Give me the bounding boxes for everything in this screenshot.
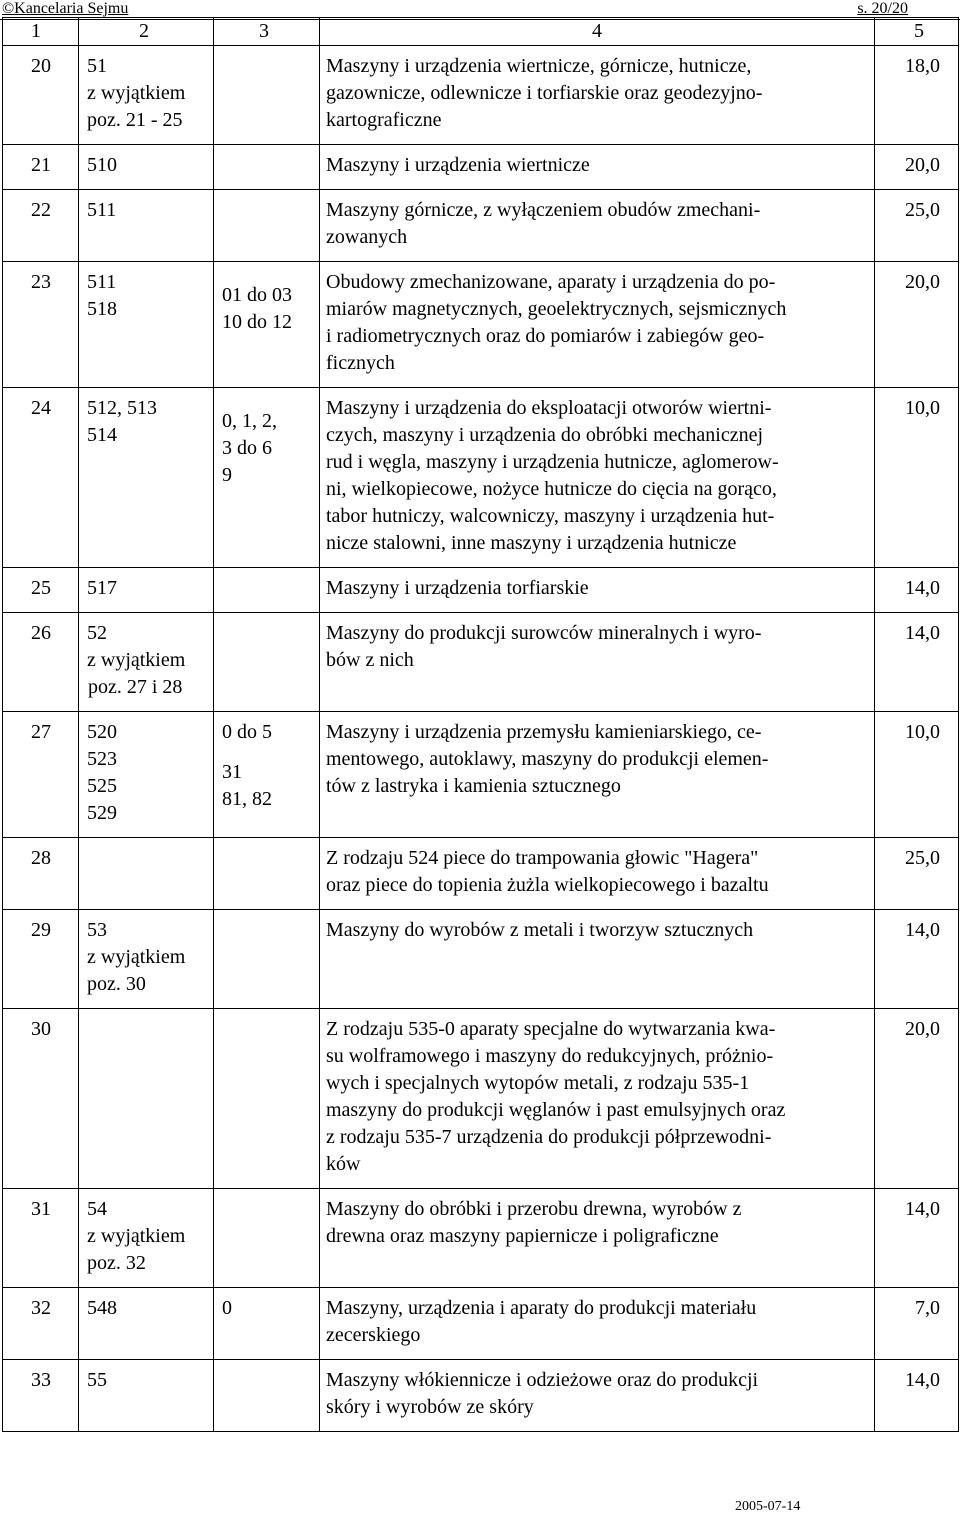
description-line: Z rodzaju 535-0 aparaty specjalne do wytwarzania kwa- (326, 1018, 776, 1040)
row-subgroup-code (214, 712, 320, 838)
row-subgroup-code (214, 46, 320, 145)
code-line: poz. 30 (87, 973, 146, 995)
spacer (222, 395, 319, 408)
row-position: 24 (3, 388, 79, 568)
subcode-line: 81, 82 (222, 788, 272, 810)
description-line: Maszyny, urządzenia i aparaty do produkcji materiału (326, 1297, 757, 1319)
page-number-link[interactable]: s. 20/20 (857, 0, 908, 17)
row-subgroup-code (214, 568, 320, 613)
row-position: 23 (3, 262, 79, 388)
description-line: gazownicze, odlewnicze i torfiarskie oraz geodezyjno- (326, 82, 763, 104)
code-line: 514 (87, 424, 117, 446)
row-group-code (79, 1009, 214, 1189)
row-description (320, 613, 875, 712)
row-position: 27 (3, 712, 79, 838)
code-line: 51 (87, 55, 107, 77)
description-line: bów z nich (326, 649, 414, 671)
row-position: 28 (3, 838, 79, 910)
spacer (222, 269, 319, 282)
copyright-link[interactable]: ©Kancelaria Sejmu (2, 0, 129, 17)
description-line: nicze stalowni, inne maszyny i urządzenia hutnicze (326, 532, 737, 554)
description-line: ków (326, 1153, 361, 1175)
table-header-row (3, 18, 959, 46)
code-line: z wyjątkiem (87, 649, 186, 671)
description-line: Obudowy zmechanizowane, aparaty i urządzenia do po- (326, 271, 776, 293)
table-row (3, 1288, 959, 1360)
table-row (3, 613, 959, 712)
description-line: miarów magnetycznych, geoelektrycznych, sejsmicznych (326, 298, 787, 320)
code-line: z wyjątkiem (87, 1225, 186, 1247)
row-group-code (79, 388, 214, 568)
row-position: 22 (3, 190, 79, 262)
table-row (3, 568, 959, 613)
row-rate: 7,0 (875, 1288, 959, 1360)
description-line: zecerskiego (326, 1324, 421, 1346)
description-line: tów z lastryka i kamienia sztucznego (326, 775, 621, 797)
row-subgroup-code (214, 910, 320, 1009)
row-description (320, 712, 875, 838)
table-row (3, 910, 959, 1009)
table-row (3, 838, 959, 910)
row-rate: 14,0 (875, 613, 959, 712)
row-subgroup-code (214, 145, 320, 190)
description-line: Maszyny do produkcji surowców mineralnych i wyro- (326, 622, 762, 644)
row-subgroup-code (214, 1288, 320, 1360)
row-description (320, 145, 875, 190)
code-line: 525 (87, 775, 117, 797)
row-subgroup-code (214, 190, 320, 262)
description-line: Maszyny włókiennicze i odzieżowe oraz do produkcji (326, 1369, 759, 1391)
table-row (3, 1189, 959, 1288)
column-header-2: 2 (79, 18, 214, 46)
row-subgroup-code (214, 1009, 320, 1189)
code-line: poz. 21 - 25 (87, 109, 183, 131)
row-description (320, 46, 875, 145)
code-line: 517 (87, 577, 117, 599)
description-line: kartograficzne (326, 109, 442, 131)
row-group-code (79, 46, 214, 145)
code-line: 54 (87, 1198, 107, 1220)
code-line: 511 (87, 199, 117, 221)
description-line: Z rodzaju 524 piece do trampowania głowic "Hagera" (326, 847, 759, 869)
code-line: 55 (87, 1369, 107, 1391)
row-description (320, 838, 875, 910)
row-group-code (79, 1360, 214, 1432)
row-position: 31 (3, 1189, 79, 1288)
row-rate: 14,0 (875, 1189, 959, 1288)
row-position: 21 (3, 145, 79, 190)
row-description (320, 262, 875, 388)
row-description (320, 910, 875, 1009)
code-line: poz. 27 i 28 (88, 676, 183, 698)
row-subgroup-code (214, 1360, 320, 1432)
row-group-code (79, 910, 214, 1009)
row-position: 20 (3, 46, 79, 145)
row-rate: 10,0 (875, 712, 959, 838)
code-line: 529 (87, 802, 117, 824)
row-subgroup-code (214, 613, 320, 712)
description-line: wych i specjalnych wytopów metali, z rodzaju 535-1 (326, 1072, 750, 1094)
description-line: Maszyny i urządzenia torfiarskie (326, 577, 589, 599)
row-group-code (79, 145, 214, 190)
description-line: Maszyny do obróbki i przerobu drewna, wyrobów z (326, 1198, 742, 1220)
column-header-5: 5 (875, 18, 959, 46)
column-header-3: 3 (214, 18, 320, 46)
row-subgroup-code (214, 838, 320, 910)
row-group-code (79, 190, 214, 262)
description-line: maszyny do produkcji węglanów i past emulsyjnych oraz (326, 1099, 786, 1121)
table-row (3, 712, 959, 838)
row-position: 32 (3, 1288, 79, 1360)
description-line: mentowego, autoklawy, maszyny do produkcji elemen- (326, 748, 769, 770)
description-line: i radiometrycznych oraz do pomiarów i zabiegów geo- (326, 325, 765, 347)
document-date: 2005-07-14 (735, 1499, 801, 1514)
code-line: poz. 32 (87, 1252, 146, 1274)
table-row (3, 1360, 959, 1432)
row-rate: 10,0 (875, 388, 959, 568)
row-rate: 18,0 (875, 46, 959, 145)
row-group-code (79, 712, 214, 838)
row-description (320, 190, 875, 262)
table-row (3, 190, 959, 262)
code-line: 518 (87, 298, 117, 320)
row-description (320, 1189, 875, 1288)
subcode-line: 9 (222, 464, 232, 486)
row-group-code (79, 838, 214, 910)
row-group-code (79, 613, 214, 712)
row-subgroup-code (214, 388, 320, 568)
description-line: Maszyny górnicze, z wyłączeniem obudów zmechani- (326, 199, 761, 221)
row-description (320, 388, 875, 568)
row-rate: 14,0 (875, 1360, 959, 1432)
code-line: 548 (87, 1297, 117, 1319)
row-position: 26 (3, 613, 79, 712)
subcode-line: 3 do 6 (222, 437, 272, 459)
code-line: z wyjątkiem (87, 946, 186, 968)
row-rate: 20,0 (875, 145, 959, 190)
subcode-line: 10 do 12 (222, 311, 292, 333)
code-line: 53 (87, 919, 107, 941)
row-position: 33 (3, 1360, 79, 1432)
table-row (3, 388, 959, 568)
column-header-1: 1 (3, 18, 79, 46)
table-row (3, 46, 959, 145)
row-group-code (79, 568, 214, 613)
code-line: 510 (87, 154, 117, 176)
code-line: 512, 513 (87, 397, 157, 419)
row-position: 30 (3, 1009, 79, 1189)
code-line: 511 (87, 271, 117, 293)
table-row (3, 145, 959, 190)
row-group-code (79, 262, 214, 388)
depreciation-rates-table (2, 17, 959, 1432)
row-subgroup-code (214, 1189, 320, 1288)
code-line: 523 (87, 748, 117, 770)
description-line: tabor hutniczy, walcowniczy, maszyny i urządzenia hut- (326, 505, 775, 527)
row-rate: 20,0 (875, 1009, 959, 1189)
row-rate: 14,0 (875, 568, 959, 613)
row-position: 25 (3, 568, 79, 613)
description-line: drewna oraz maszyny papiernicze i poligraficzne (326, 1225, 719, 1247)
row-rate: 25,0 (875, 838, 959, 910)
description-line: Maszyny i urządzenia wiertnicze (326, 154, 590, 176)
description-line: oraz piece do topienia żużla wielkopiecowego i bazaltu (326, 874, 769, 896)
description-line: Maszyny i urządzenia przemysłu kamieniarskiego, ce- (326, 721, 762, 743)
code-line: 52 (87, 622, 107, 644)
description-line: Maszyny do wyrobów z metali i tworzyw sztucznych (326, 919, 754, 941)
row-rate: 20,0 (875, 262, 959, 388)
code-line: 520 (87, 721, 117, 743)
description-line: Maszyny i urządzenia wiertnicze, górnicze, hutnicze, (326, 55, 752, 77)
description-line: czych, maszyny i urządzenia do obróbki mechanicznej (326, 424, 764, 446)
row-description (320, 1288, 875, 1360)
row-rate: 25,0 (875, 190, 959, 262)
subcode-line: 01 do 03 (222, 284, 292, 306)
row-description (320, 1360, 875, 1432)
description-line: zowanych (326, 226, 408, 248)
row-group-code (79, 1189, 214, 1288)
column-header-4: 4 (320, 18, 875, 46)
description-line: ni, wielkopiecowe, nożyce hutnicze do cięcia na gorąco, (326, 478, 777, 500)
row-group-code (79, 1288, 214, 1360)
description-line: su wolframowego i maszyny do redukcyjnych, próżnio- (326, 1045, 774, 1067)
subcode-line: 0 do 5 (222, 721, 272, 743)
subcode-line: 0 (222, 1297, 232, 1319)
code-line: z wyjątkiem (87, 82, 186, 104)
description-line: skóry i wyrobów ze skóry (326, 1396, 534, 1418)
table-row (3, 1009, 959, 1189)
description-line: Maszyny i urządzenia do eksploatacji otworów wiertni- (326, 397, 772, 419)
spacer (222, 746, 319, 759)
description-line: ficznych (326, 352, 395, 374)
row-position: 29 (3, 910, 79, 1009)
row-rate: 14,0 (875, 910, 959, 1009)
row-subgroup-code (214, 262, 320, 388)
row-description (320, 568, 875, 613)
subcode-line: 31 (222, 761, 242, 783)
subcode-line: 0, 1, 2, (222, 410, 277, 432)
description-line: z rodzaju 535-7 urządzenia do produkcji półprzewodni- (326, 1126, 772, 1148)
description-line: rud i węgla, maszyny i urządzenia hutnicze, aglomerow- (326, 451, 779, 473)
table-row (3, 262, 959, 388)
row-description (320, 1009, 875, 1189)
